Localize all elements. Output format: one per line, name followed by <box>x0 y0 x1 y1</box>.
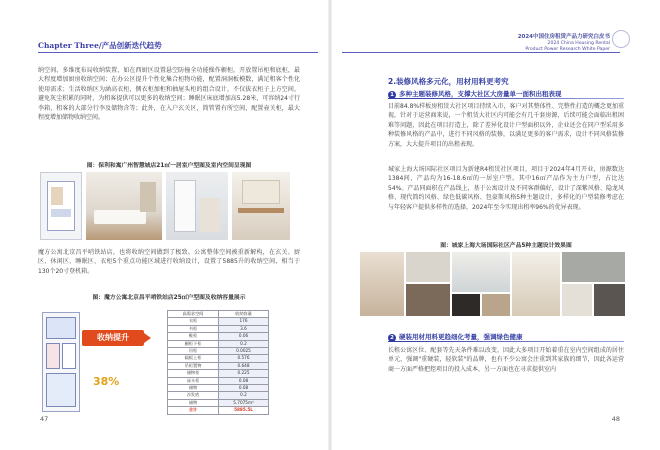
header-rule-right <box>342 52 620 53</box>
table-row: 储物 0.08 <box>168 385 269 392</box>
figure-2-caption: 图：魔方公寓北京昌平哨铁站店25㎡户型图及收纳容量展示 <box>92 295 246 301</box>
number-1-icon: 1 <box>388 91 396 99</box>
page-number-left: 47 <box>40 415 49 423</box>
table-header: 高需求空间 <box>168 311 219 318</box>
theme-design-collage <box>360 252 625 316</box>
report-title: 2024中国住房租赁产品力研究白皮书 <box>517 34 610 40</box>
table-row: 鞋柜 0.06 <box>168 333 269 340</box>
header-rule <box>38 52 318 53</box>
right-paragraph-2: 城家上海大场国际社区项目为新建R4租赁社区项目，项目于2024年4月开业，房源数达1384间，产品均为16-18.6㎡的一居室户型。其中16㎡产品作为主力户型，占比达54%。产品同面积在产品线上，基于公寓设计及不同客群偏好，设计了深紫风格、隐龙风格、现代简约风格、绿色低碳风格、包豪斯风格5种主题设计，多样化的户型装修考虑在与年轻客户提供多样性的选择，2024年至今实现出租率96%的优异表现。 <box>388 166 624 211</box>
table-column-header: 收纳容量 <box>219 311 269 318</box>
table-row: 衣柜 176 <box>168 318 269 325</box>
number-2-icon: 2 <box>388 334 396 342</box>
figure-3-caption: 图：城家上海大场国际社区产品5种主题设计效果图 <box>440 243 572 249</box>
storage-capacity-table <box>167 310 269 415</box>
left-paragraph-1: 纳空间，多维度布局收纳装置，如在西厨区设置悬空防撞全功能操作橱柜，开放置吊柜和底柜，最大程度增加厨房收纳空间；在办公区提升个性化集合柜物功能，配置洞洞板模数，满足租客个性化使用需求；生活收纳区为涵高衣柜，侧衣柜加柜和抽屉头柜的组合设计，不仅拔衣柜子上方空间，避免灰尘积累的同时，为租客提供可以更多的收纳空间；睡眠区床底增加高5.28米，可容纳24寸行李箱，租客的大部分行李及储物含等；此外，在入户玄关区，简管置有所空间，配置壶关柜，最大程度增加储物收纳空间。 <box>38 67 300 122</box>
room-photo-bed <box>86 172 162 240</box>
table-row: 吊柜 0.0025 <box>168 348 269 355</box>
report-logo-mark <box>612 30 630 48</box>
report-subtitle-en-1: 2024 China Housing Rental <box>547 40 610 46</box>
report-header <box>518 34 610 54</box>
subsection-2-rule <box>388 341 624 342</box>
subsection-1-title: 1 多种主题装修风格，支撑大社区大房量单一面积出租表现 <box>388 89 562 99</box>
table-row: 储物柜 0.225 <box>168 370 269 377</box>
section-title: 2.装修风格多元化，用材用料更考究 <box>388 77 509 86</box>
storage-percent: 38% <box>93 375 120 388</box>
table-row: 床头柜 0.08 <box>168 377 269 384</box>
table-total-row: 合计 5885.5L <box>168 407 269 414</box>
room-photo-cabinet <box>166 172 228 240</box>
left-paragraph-2: 魔方公寓北京昌平哨铁站店，也将收纳空间做到了极致。公寓整体空间被重新解构，在玄关、厨区、休闲区、睡眠区、衣柜5个重点功能区域进行收纳设计，设置了5885升的收纳空间，相当于130个20寸登机箱。 <box>38 249 300 275</box>
table-row: 吊柜置物 0.648 <box>168 362 269 369</box>
right-page <box>330 0 660 450</box>
page-number-right: 48 <box>611 415 620 423</box>
unit-floorplan <box>42 312 80 412</box>
subsection-2-title: 2 硬装用材用料更趋细化考量，强调绿色健康 <box>388 332 523 342</box>
storage-boost-badge: 收纳提升 <box>82 330 144 346</box>
floorplan-thumbnail <box>40 172 82 240</box>
table-row: 沙发底 0.2 <box>168 392 269 399</box>
room-photo-desk <box>232 172 290 240</box>
table-row: 隔板上柜 0.576 <box>168 355 269 362</box>
table-row: 书柜 3.6 <box>168 325 269 332</box>
right-paragraph-1: 目前84.8%样板房租赁大社区项目持续入市，客户对其整体性、完整性打造的概念更加重视，针对于运营商来说，一个租赁大社区内可能会有几千套房源，后续可能会面临出租困难等问题，因此在项目打造上，除了差异化设计户型面积以外，企业还会在同户型采用多种装修风格的产品中，进行不同风格的装修，以满足更多的客户需求，设计不同风格装修方案，大大提升项目的出租表现。 <box>388 103 624 148</box>
report-subtitle-en-2: Product Power Research White Paper <box>525 47 610 53</box>
subsection-1-rule <box>388 98 624 99</box>
table-row: 储物 5.7075m³ <box>168 399 269 406</box>
right-paragraph-3: 长租公寓区位、配套等先天条件难以改变，因此大多项目开始着重在室内空间组成的居住单元，强调"重硬装，轻软装"的品牌，也有不少公寓会注重到其家族的细节，因此各运营商一方面严格把控项目的投入成本，另一方面也在寻求提供室内 <box>388 347 624 373</box>
figure-1-caption: 图：保利和寓广州智慧城店21㎡一居室户型图及室内空间呈现图 <box>86 163 252 169</box>
table-row: 橱柜下柜 0.2 <box>168 340 269 347</box>
chapter-title: Chapter Three/产品创新迭代趋势 <box>38 41 162 50</box>
